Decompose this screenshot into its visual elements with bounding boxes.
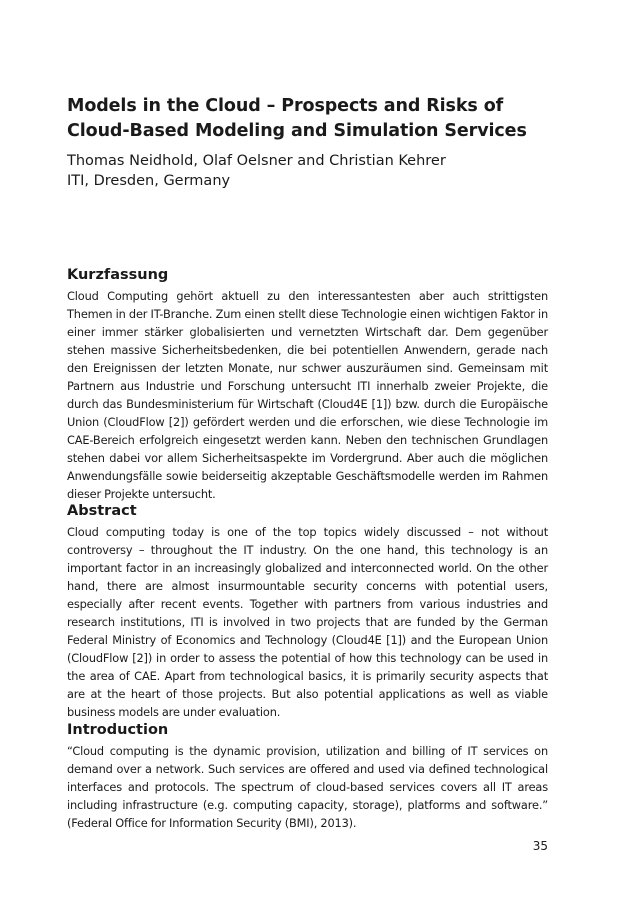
page-number: 35: [532, 839, 548, 853]
abstract-text: Cloud computing today is one of the top topics widely discussed – not without controversy – throughout the IT industry. On the one hand, this technology is an important factor in an increasingly globalized and interconnected world. On the other hand, there are almost insurmountable security concerns with potential users, especially after recent events. Together with partners from various industries and research institutions, ITI is involved in two projects that are funded by the German Federal Ministry of Economics and Technology (Cloud4E [1]) and the European Union (CloudFlow [2]) in order to assess the potential of how this technology can be used in the area of CAE. Apart from technological basics, it is primarily security aspects that are at the heart of those projects. But also potential applications as well as viable business models are under evaluation.: [67, 525, 548, 719]
section-abstract: [67, 501, 548, 721]
kurzfassung-heading: Kurzfassung: [67, 267, 169, 283]
paper-title: Models in the Cloud – Prospects and Risks of Cloud-Based Modeling and Simulation Services: [67, 96, 527, 141]
abstract-heading: Abstract: [67, 503, 137, 519]
introduction-heading: Introduction: [67, 722, 169, 738]
kurzfassung-text: Cloud Computing gehört aktuell zu den interessantesten aber auch strittigsten Themen in der IT-Branche. Zum einen stellt diese Technologie einen wichtigen Faktor in einer immer stärker globalisierten und vernetzten Wirtschaft dar. Dem gegenüber stehen massive Sicherheitsbedenken, die bei potentiellen Anwendern, gerade nach den Ereignissen der letzten Monate, nur schwer auszuräumen sind. Gemeinsam mit Partnern aus Industrie und Forschung untersucht ITI innerhalb zweier Projekte, die durch das Bundesministerium für Wirtschaft (Cloud4E [1]) bzw. durch die Europäische Union (CloudFlow [2]) gefördert werden und die erforschen, wie diese Technologie im CAE-Bereich erfolgreich eingesetzt werden kann. Neben den technischen Grundlagen stehen dabei vor allem Sicherheitsaspekte im Vordergrund. Aber auch die möglichen Anwendungsfälle sowie beiderseitig akzeptable Geschäftsmodelle werden im Rahmen dieser Projekte untersucht.: [67, 289, 548, 501]
section-introduction: [67, 720, 548, 832]
introduction-text: “Cloud computing is the dynamic provision, utilization and billing of IT services on demand over a network. Such services are offered and used via defined technological interfaces and protocols. The spectrum of cloud-based services covers all IT areas including infrastructure (e.g. computing capacity, storage), platforms and software.” (Federal Office for Information Security (BMI), 2013).: [67, 744, 548, 830]
section-kurzfassung: [67, 265, 548, 503]
paper-authors: Thomas Neidhold, Olaf Oelsner and Christian Kehrer: [67, 153, 446, 169]
paper-header: [67, 94, 548, 191]
paper-affiliation: ITI, Dresden, Germany: [67, 173, 231, 189]
